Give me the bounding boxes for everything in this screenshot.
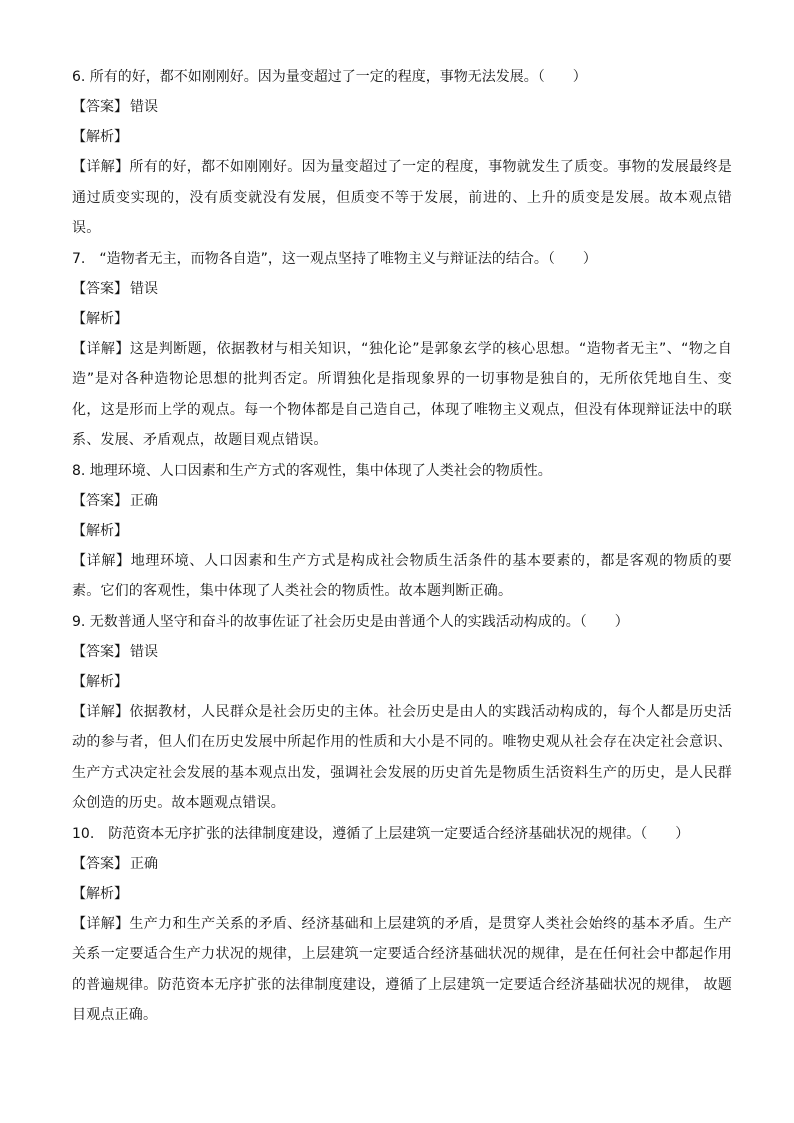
answer-value: 错误 <box>130 280 158 297</box>
question-stem: 9. 无数普通人坚守和奋斗的故事佐证了社会历史是由普通个人的实践活动构成的。（ ） <box>72 613 629 630</box>
detail-paragraph <box>72 152 732 244</box>
question-8 <box>72 456 732 607</box>
analysis-tag: 【解析】 <box>72 885 128 902</box>
detail-tag: 【详解】 <box>72 159 130 175</box>
answer-tag: 【答案】 <box>72 855 128 872</box>
analysis-tag: 【解析】 <box>72 673 128 690</box>
question-stem: 8. 地理环境、人口因素和生产方式的客观性，集中体现了人类社会的物质性。 <box>72 462 552 479</box>
analysis-tag: 【解析】 <box>72 129 128 145</box>
answer-value: 正确 <box>130 855 158 872</box>
detail-text: 所有的好，都不如刚刚好。因为量变超过了一定的程度，事物就发生了质变。事物的发展最终是通过质变实现的，没有质变就没有发展，但质变不等于发展，前进的、上升的质变是发展。故本观点错误。 <box>72 159 732 236</box>
detail-paragraph <box>72 334 732 456</box>
detail-text: 地理环境、人口因素和生产方式是构成社会物质生活条件的基本要素的，都是客观的物质的要素。它们的客观性，集中体现了人类社会的物质性。故本题判断正确。 <box>72 552 732 599</box>
analysis-tag: 【解析】 <box>72 310 128 327</box>
answer-line <box>72 274 732 304</box>
detail-paragraph <box>72 909 732 1031</box>
answer-tag: 【答案】 <box>72 492 128 509</box>
detail-paragraph <box>72 697 732 819</box>
question-10 <box>72 819 732 1031</box>
answer-line <box>72 486 732 516</box>
detail-text: 这是判断题，依据教材与相关知识，“独化论”是郭象玄学的核心思想。“造物者无主”、“物之自造”是对各种造物论思想的批判否定。所谓独化是指现象界的一切事物是独自的，无所依凭地自生、变化，这是形而上学的观点。每一个物体都是自己造自己，体现了唯物主义观点，但没有体现辩证法中的联系、发展、矛盾观点，故题目观点错误。 <box>72 340 732 448</box>
answer-line <box>72 92 732 122</box>
detail-paragraph <box>72 546 732 607</box>
detail-tag: 【详解】 <box>72 915 130 932</box>
document-page <box>72 62 732 1031</box>
question-7 <box>72 244 732 456</box>
question-stem: 10. 防范资本无序扩张的法律制度建设，遵循了上层建筑一定要适合经济基础状况的规律。（ ） <box>72 825 690 842</box>
answer-tag: 【答案】 <box>72 280 128 297</box>
analysis-tag: 【解析】 <box>72 522 128 539</box>
question-6 <box>72 62 732 244</box>
detail-tag: 【详解】 <box>72 552 131 569</box>
question-stem: 6. 所有的好，都不如刚刚好。因为量变超过了一定的程度，事物无法发展。（ ） <box>72 69 587 85</box>
answer-line <box>72 849 732 879</box>
question-stem: 7. “造物者无主，而物各自造”，这一观点坚持了唯物主义与辩证法的结合。（ ） <box>72 250 597 267</box>
detail-text: 依据教材，人民群众是社会历史的主体。社会历史是由人的实践活动构成的，每个人都是历史活动的参与者，但人们在历史发展中所起作用的性质和大小是不同的。唯物史观从社会存在决定社会意识、生产方式决定社会发展的基本观点出发，强调社会发展的历史首先是物质生活资料生产的历史，是人民群众创造的历史。故本题观点错误。 <box>72 703 732 811</box>
answer-value: 错误 <box>130 99 158 115</box>
answer-line <box>72 637 732 667</box>
answer-tag: 【答案】 <box>72 643 128 660</box>
answer-value: 正确 <box>130 492 158 509</box>
answer-tag: 【答案】 <box>72 99 128 115</box>
detail-tag: 【详解】 <box>72 340 130 357</box>
detail-tag: 【详解】 <box>72 703 130 720</box>
detail-text: 生产力和生产关系的矛盾、经济基础和上层建筑的矛盾，是贯穿人类社会始终的基本矛盾。生产关系一定要适合生产力状况的规律，上层建筑一定要适合经济基础状况的规律，是在任何社会中都起作用的普遍规律。防范资本无序扩张的法律制度建设，遵循了上层建筑一定要适合经济基础状况的规律， 故题目观点正确。 <box>72 915 732 1023</box>
question-9 <box>72 607 732 819</box>
answer-value: 错误 <box>130 643 158 660</box>
